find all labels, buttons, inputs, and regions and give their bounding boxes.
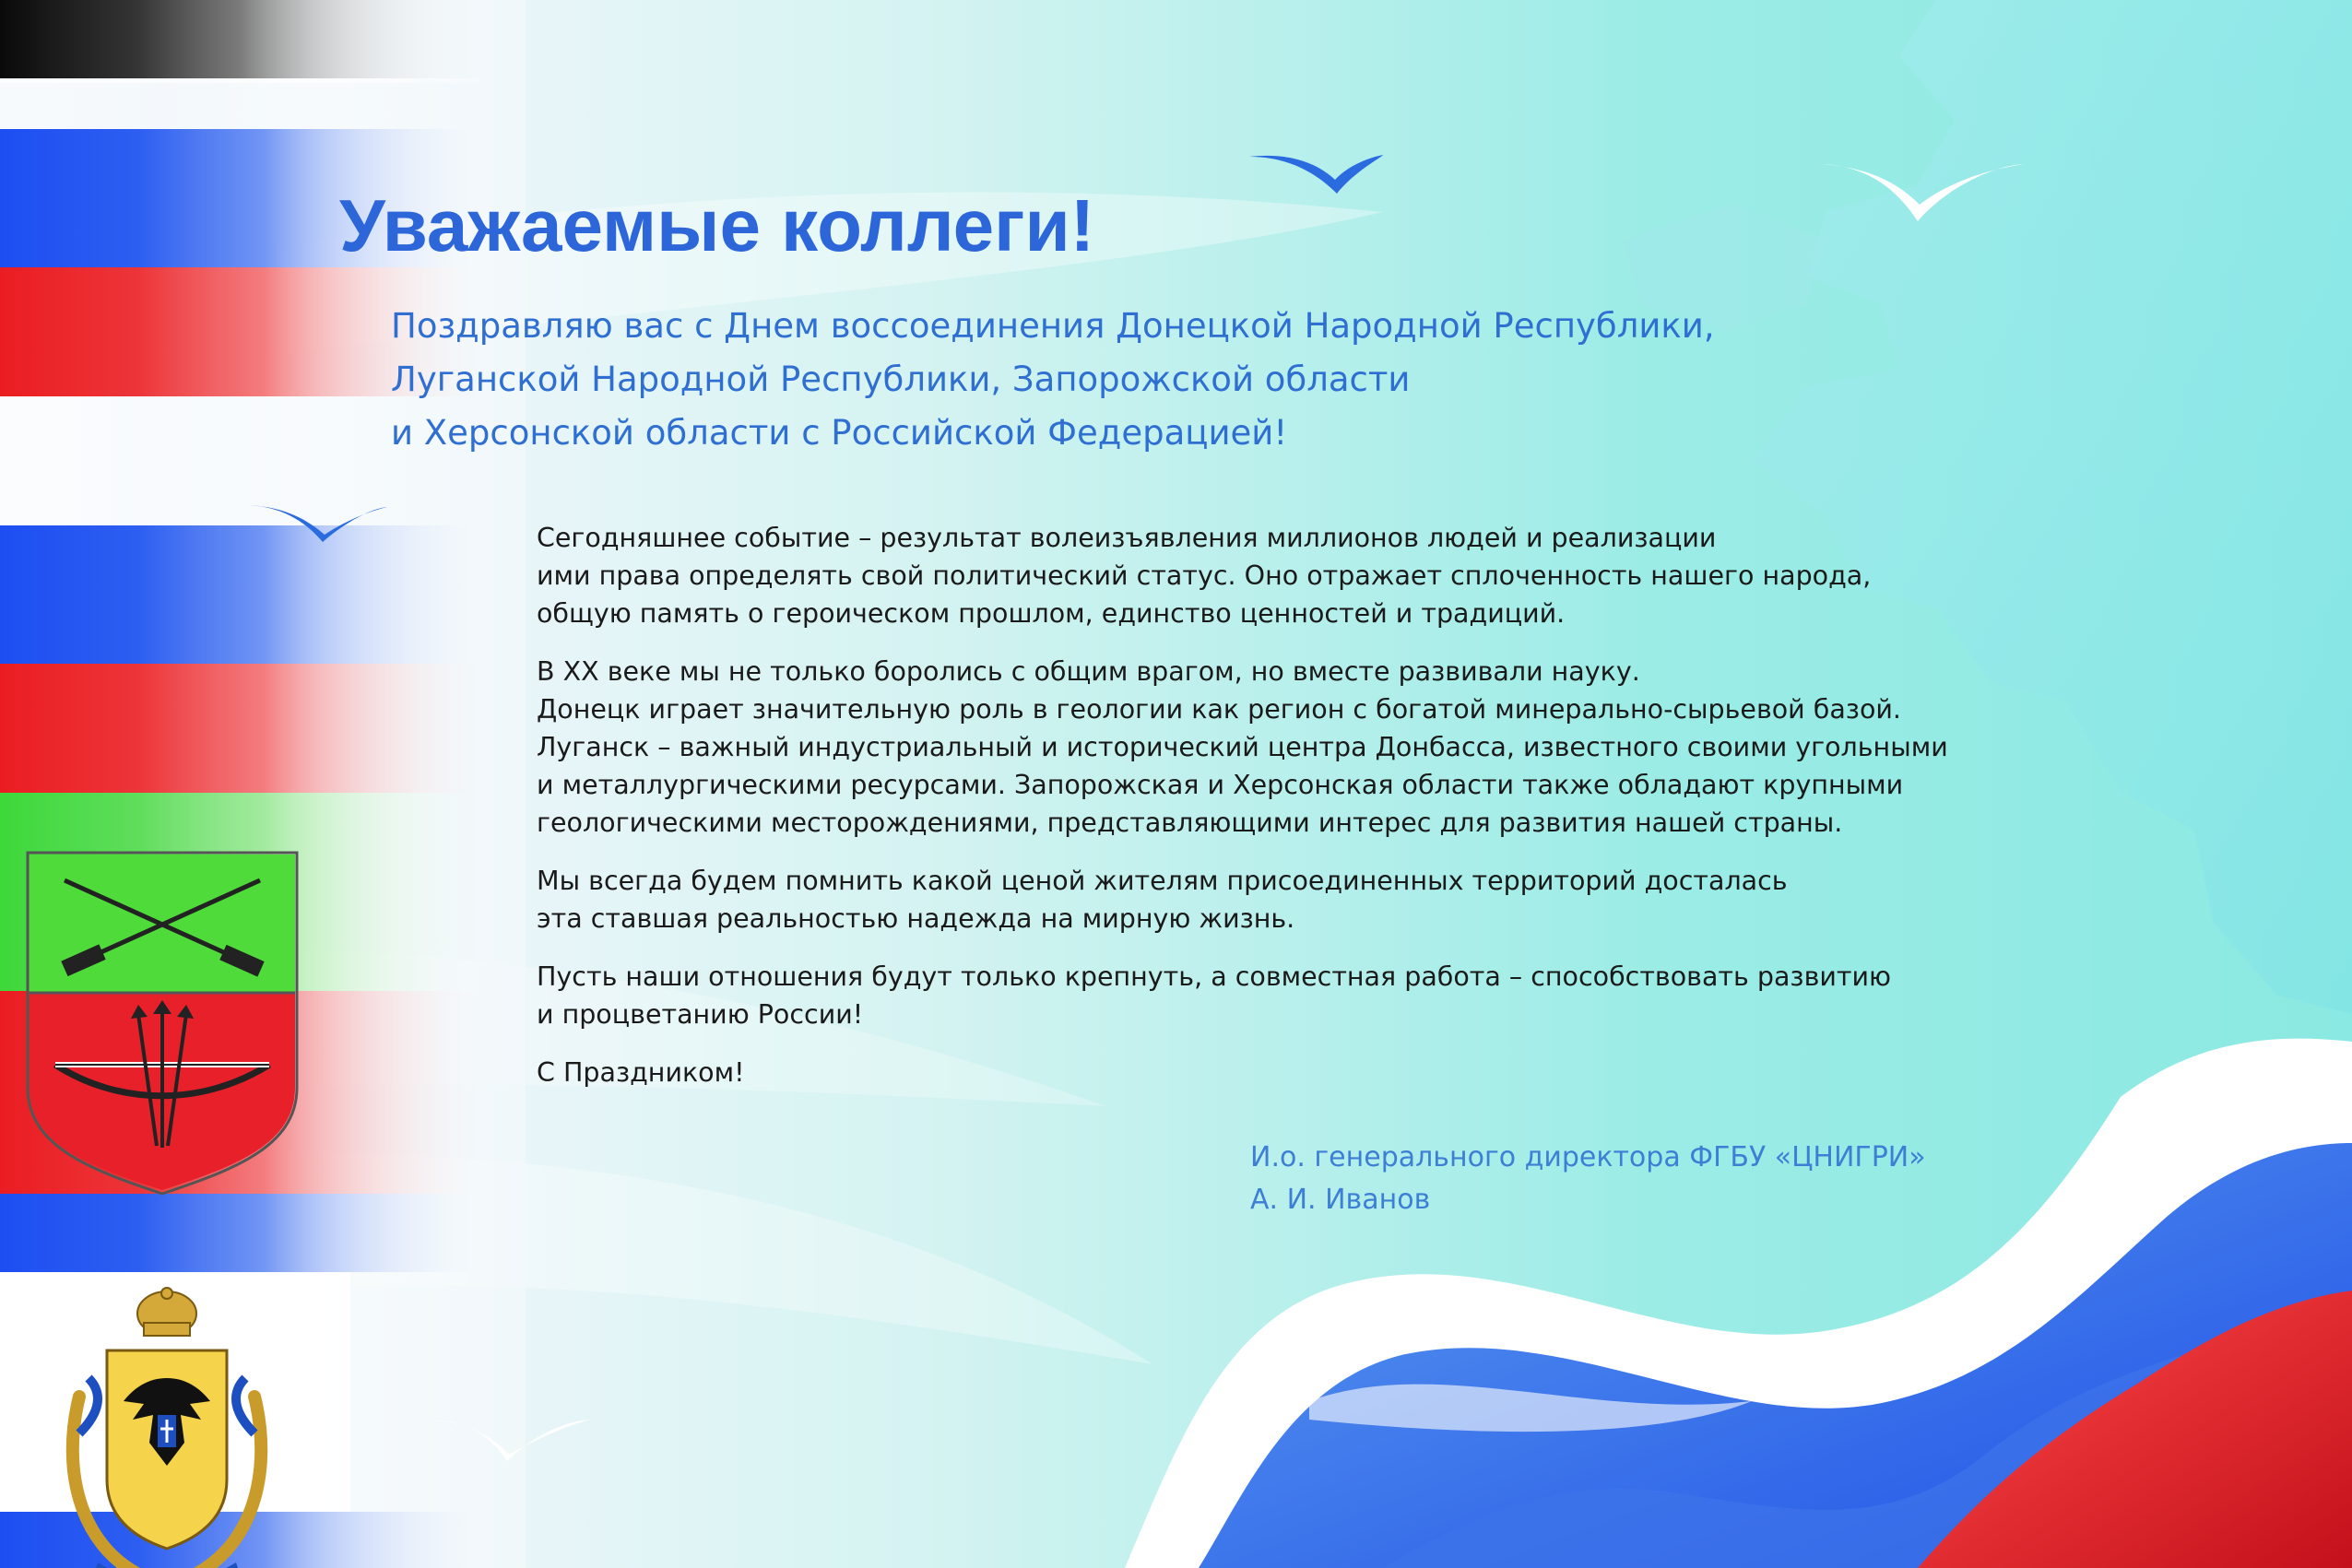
body-paragraph <box>537 653 1975 842</box>
body-line: Сегодняшнее событие – результат волеизъявления миллионов людей и реализации <box>537 523 1717 553</box>
greeting-heading: Уважаемые коллеги! <box>339 184 1095 266</box>
body-line: и металлургическими ресурсами. Запорожская и Херсонская области также обладают крупными <box>537 770 1904 800</box>
body-line: общую память о героическом прошлом, единство ценностей и традиций. <box>537 598 1566 629</box>
zaporozhye-coat-of-arms <box>28 853 297 1194</box>
body-line: Донецк играет значительную роль в геологии как регион с богатой минерально-сырьевой базой. <box>537 694 1901 725</box>
subheading-line: Луганской Народной Республики, Запорожской области <box>391 360 1411 399</box>
subheading-line: Поздравляю вас с Днем воссоединения Донецкой Народной Республики, <box>391 306 1715 346</box>
body-paragraph <box>537 519 1975 632</box>
body-line: геологическими месторождениями, представляющими интерес для развития нашей страны. <box>537 808 1843 838</box>
body-line: ими права определять свой политический статус. Оно отражает сплоченность нашего народа, <box>537 560 1872 591</box>
signature-position: И.о. генерального директора ФГБУ «ЦНИГРИ» <box>1250 1141 1926 1173</box>
letter-body <box>537 519 1975 1112</box>
body-line: эта ставшая реальностью надежда на мирную жизнь. <box>537 903 1295 934</box>
signature-name: А. И. Иванов <box>1250 1184 1431 1216</box>
body-line: В XX веке мы не только боролись с общим врагом, но вместе развивали науку. <box>537 656 1640 687</box>
signature-block <box>1250 1137 1988 1221</box>
body-line: Луганск – важный индустриальный и исторический центра Донбасса, известного своими угольными <box>537 732 1948 762</box>
body-line: Мы всегда будем помнить какой ценой жителям присоединенных территорий досталась <box>537 866 1788 896</box>
body-paragraph <box>537 862 1975 937</box>
body-line: и процветанию России! <box>537 999 864 1030</box>
bird-top <box>1249 155 1383 194</box>
body-paragraph <box>537 958 1975 1033</box>
congratulation-subheading <box>391 300 1903 460</box>
body-line: Пусть наши отношения будут только крепнуть, а совместная работа – способствовать развитию <box>537 961 1892 992</box>
body-line: С Праздником! <box>537 1057 745 1088</box>
closing-line <box>537 1054 1975 1091</box>
subheading-line: и Херсонской области с Российской Федерацией! <box>391 413 1288 453</box>
